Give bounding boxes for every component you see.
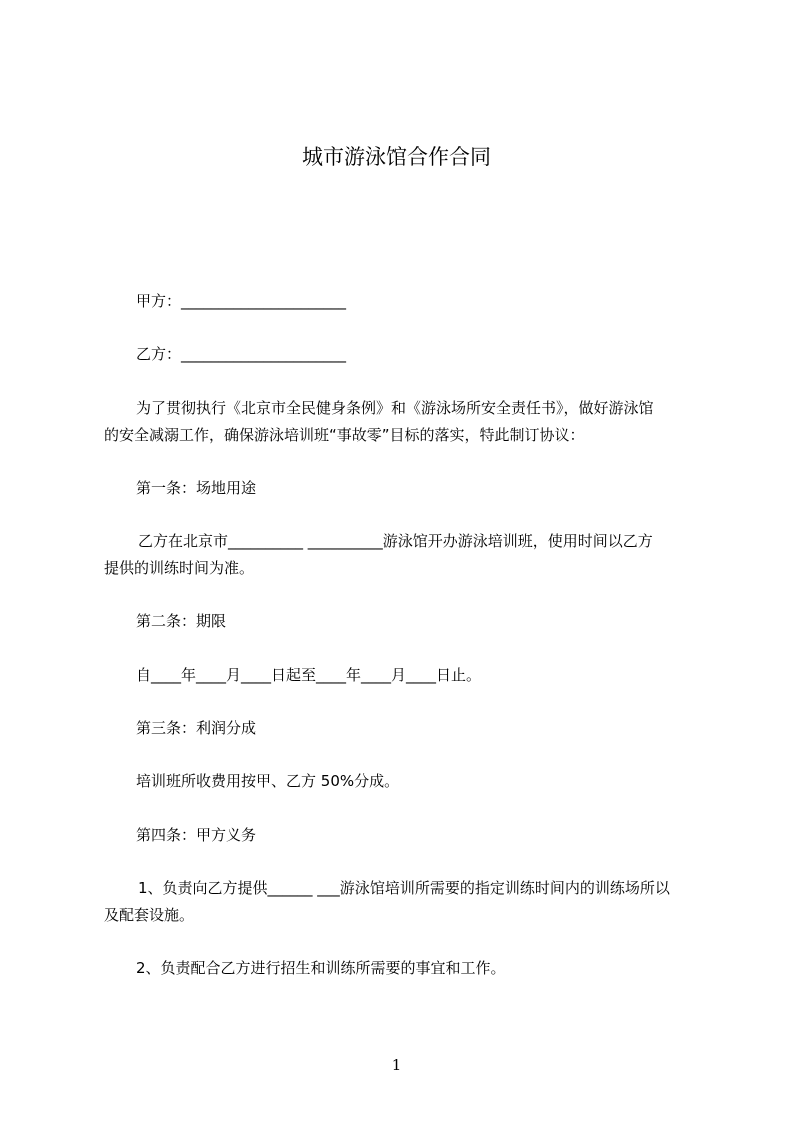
article-3-line-1: 培训班所收费用按甲、乙方 50%分成。 [136,772,400,790]
article-4-item-2: 2、负责配合乙方进行招生和训练所需要的事宜和工作。 [136,959,506,977]
article-2-line-1: 自____年____月____日起至____年____月____日止。 [136,666,482,684]
party-a-line: 甲方：______________________ [136,292,347,310]
article-2-heading: 第二条：期限 [136,612,227,630]
party-b-line: 乙方：______________________ [136,345,347,363]
article-4-item-1-line-1: 1、负责向乙方提供______ ___游泳馆培训所需要的指定训练时间内的训练场所以 [138,879,670,897]
article-4-heading: 第四条：甲方义务 [136,826,257,844]
intro-line-2: 的安全减溺工作，确保游泳培训班“事故零”目标的落实，特此制订协议： [104,426,585,444]
article-4-item-1-line-2: 及配套设施。 [104,906,195,924]
intro-line-1: 为了贯彻执行《北京市全民健身条例》和《游泳场所安全责任书》，做好游泳馆 [136,399,654,417]
page-number: 1 [391,1056,402,1074]
article-1-line-1: 乙方在北京市__________ __________游泳馆开办游泳培训班，使用时间以乙方 [138,532,653,550]
article-1-heading: 第一条：场地用途 [136,479,257,497]
article-1-line-2: 提供的训练时间为准。 [104,559,255,577]
article-3-heading: 第三条：利润分成 [136,719,257,737]
document-title: 城市游泳馆合作合同 [302,145,491,169]
